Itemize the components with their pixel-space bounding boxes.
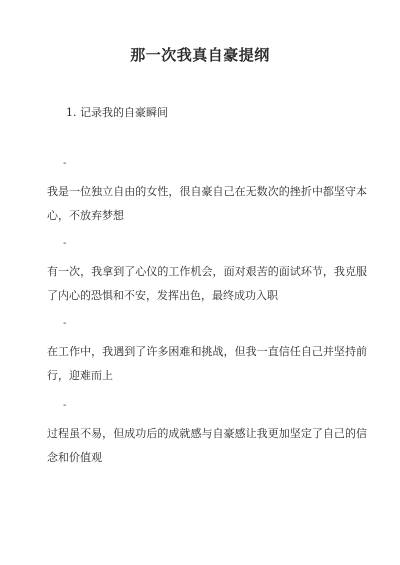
separator-dash: - (63, 318, 67, 329)
paragraph-2: 有一次，我拿到了心仪的工作机会，面对艰苦的面试环节，我克服了内心的恐惧和不安，发挥出色，最终成功入职 (47, 265, 367, 302)
section-heading: 1. 记录我的自豪瞬间 (66, 106, 168, 119)
separator-dash: - (63, 158, 67, 169)
separator-dash: - (63, 400, 67, 411)
paragraph-4: 过程虽不易，但成功后的成就感与自豪感让我更加坚定了自己的信念和价值观 (47, 427, 367, 464)
paragraph-1: 我是一位独立自由的女性，很自豪自己在无数次的挫折中都坚守本心，不放弃梦想 (47, 185, 367, 222)
separator-dash: - (63, 238, 67, 249)
paragraph-3: 在工作中，我遇到了许多困难和挑战，但我一直信任自己并坚持前行，迎难而上 (47, 345, 367, 382)
document-title: 那一次我真自豪提纲 (130, 46, 270, 64)
